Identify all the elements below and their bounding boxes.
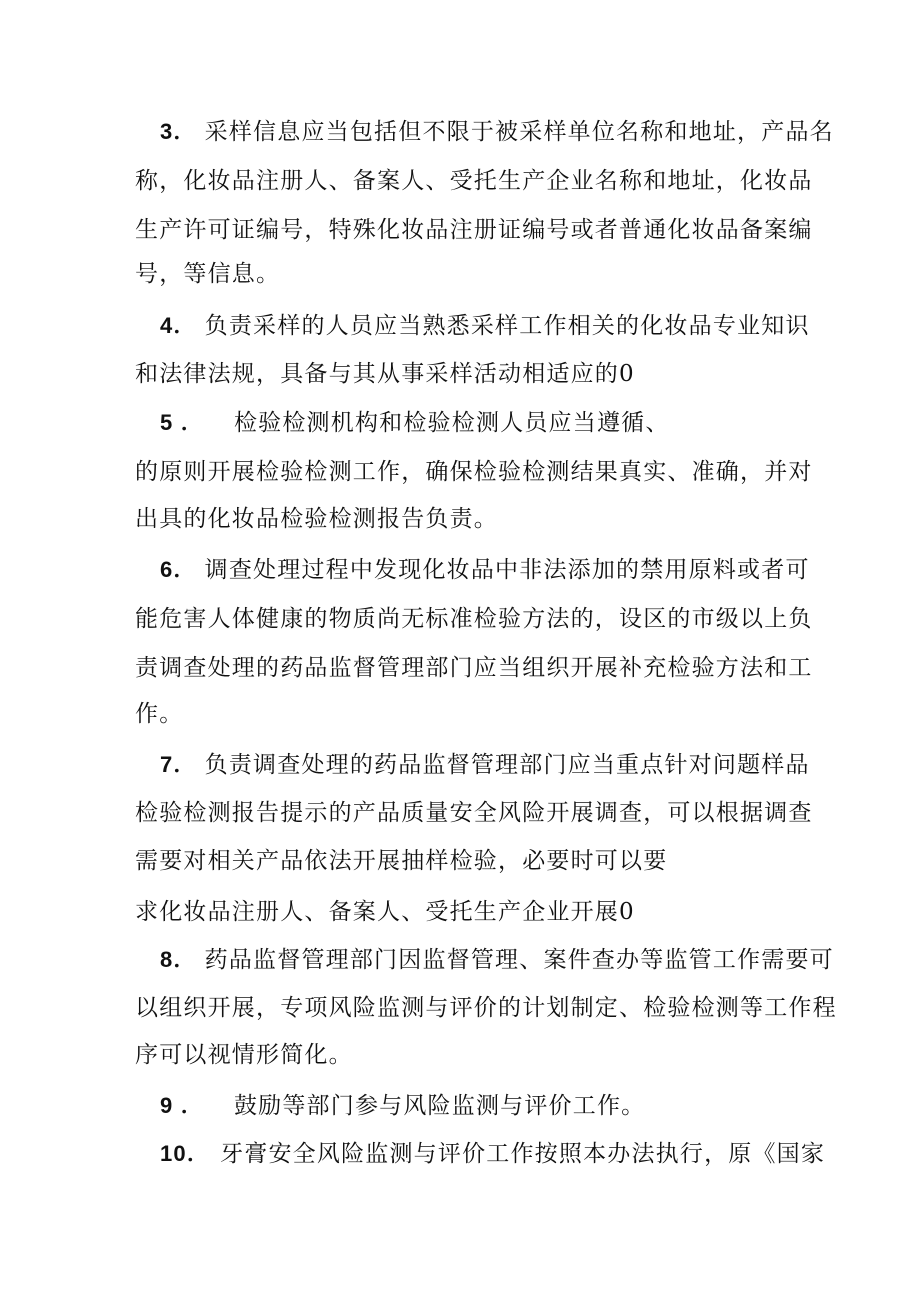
paragraph-text: 检验检测机构和检验检测人员应当遵循、 [233,410,670,436]
paragraph-text: 药品监督管理部门因监督管理、案件查办等监管工作需要可 [204,947,834,973]
paragraph-3-line-2: 称，化妆品注册人、备案人、受托生产企业名称和地址，化妆品 [135,168,813,194]
paragraph-3-line-1 [135,117,834,147]
paragraph-5-line-1 [135,408,670,438]
paragraph-text: 负责采样的人员应当熟悉采样工作相关的化妆品专业知识 [204,313,810,339]
paragraph-5-line-3: 出具的化妆品检验检测报告负责。 [135,506,498,532]
paragraph-number: 3． [160,119,197,144]
paragraph-text: 采样信息应当包括但不限于被采样单位名称和地址，产品名 [204,119,834,145]
paragraph-text: 负责调查处理的药品监督管理部门应当重点针对问题样品 [204,752,810,778]
paragraph-number: 7． [160,752,197,777]
paragraph-number: 5 ． [160,410,204,435]
paragraph-text: 牙膏安全风险监测与评价工作按照本办法执行，原《国家 [220,1141,826,1167]
paragraph-number: 9 ． [160,1093,204,1118]
paragraph-5-line-2: 的原则开展检验检测工作，确保检验检测结果真实、准确，并对 [135,459,813,485]
paragraph-8-line-2: 以组织开展，专项风险监测与评价的计划制定、检验检测等工作程 [135,995,837,1021]
paragraph-number: 10． [160,1141,211,1166]
paragraph-4-line-1 [135,311,810,341]
paragraph-4-line-2: 和法律法规，具备与其从事采样活动相适应的0 [135,361,635,387]
paragraph-3-line-4: 号，等信息。 [135,261,281,287]
paragraph-8-line-1 [135,945,834,975]
paragraph-number: 4． [160,313,197,338]
paragraph-number: 6． [160,557,197,582]
paragraph-number: 8． [160,947,197,972]
paragraph-7-line-4: 求化妆品注册人、备案人、受托生产企业开展0 [135,899,635,925]
paragraph-7-line-3: 需要对相关产品依法开展抽样检验，必要时可以要 [135,848,668,874]
paragraph-6-line-3: 责调查处理的药品监督管理部门应当组织开展补充检验方法和工 [135,655,813,681]
paragraph-6-line-4: 作。 [135,701,184,727]
paragraph-7-line-1 [135,750,810,780]
paragraph-9-line-1 [135,1091,645,1121]
paragraph-8-line-3: 序可以视情形简化。 [135,1042,353,1068]
paragraph-3-line-3: 生产许可证编号，特殊化妆品注册证编号或者普通化妆品备案编 [135,217,813,243]
paragraph-text: 鼓励等部门参与风险监测与评价工作。 [233,1093,646,1119]
paragraph-text: 调查处理过程中发现化妆品中非法添加的禁用原料或者可 [204,557,810,583]
paragraph-10-line-1 [135,1139,825,1169]
paragraph-6-line-2: 能危害人体健康的物质尚无标准检验方法的，设区的市级以上负 [135,606,813,632]
paragraph-7-line-2: 检验检测报告提示的产品质量安全风险开展调查，可以根据调查 [135,800,813,826]
paragraph-6-line-1 [135,555,810,585]
